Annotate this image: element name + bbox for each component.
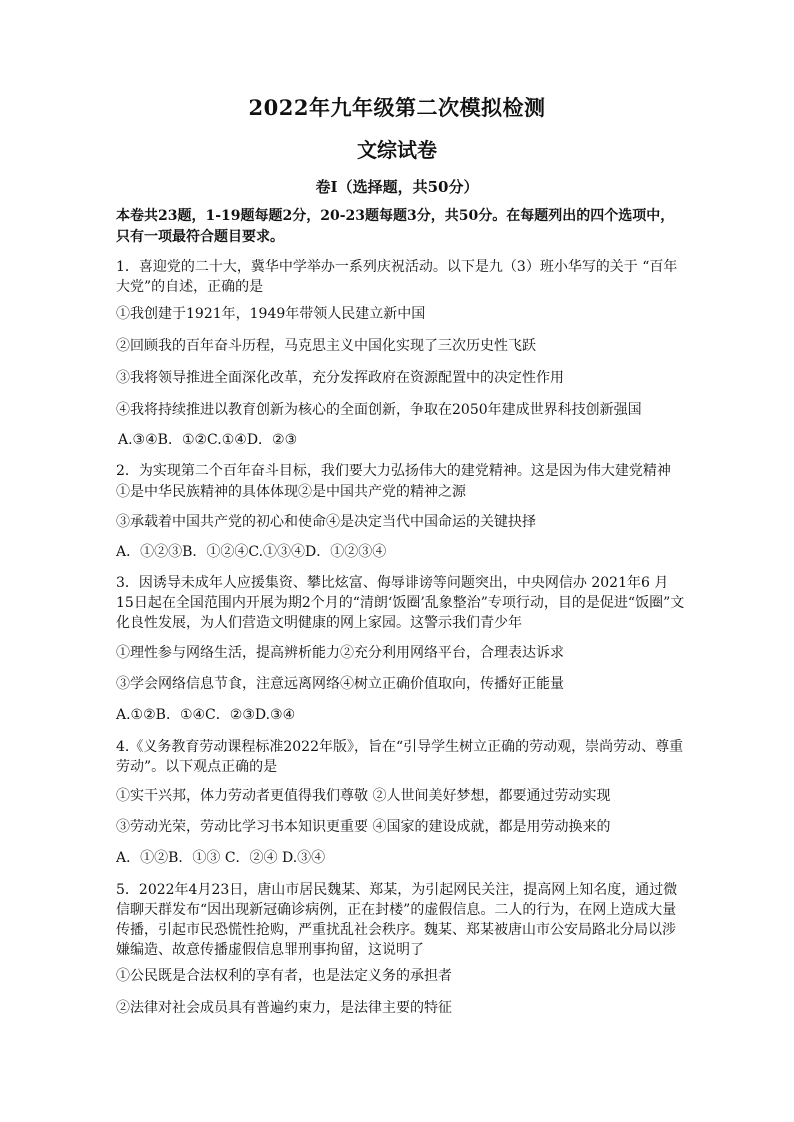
question-3-item-2: ③学会网络信息节食，注意远离网络④树立正确价值取向，传播好正能量 [116,676,564,692]
question-3-stem: 3．因诱导未成年人应援集资、攀比炫富、侮辱诽谤等问题突出，中央网信办 2021年6 月15日起在全国范围内开展为期2个月的“清朗‘饭圈’乱象整治”专项行动，目的是促进“饭圈”文化良性发展，为人们营造文明健康的网上家园。这警示我们青少年 [116,575,685,631]
question-2-item-2: ③承载着中国共产党的初心和使命④是决定当代中国命运的关键抉择 [116,514,536,530]
question-1-item-4: ④我将持续推进以教育创新为核心的全面创新，争取在2050年建成世界科技创新强国 [116,402,642,418]
question-3-item-1: ①理性参与网络生活，提高辨析能力②充分利用网络平台，合理表达诉求 [116,645,564,661]
question-4-item-2: ③劳动光荣，劳动比学习书本知识更重要 ④国家的建设成就，都是用劳动换来的 [116,819,611,835]
question-2-stem: 2．为实现第二个百年奋斗目标，我们要大力弘扬伟大的建党精神。这是因为伟大建党精神 [116,463,671,479]
question-2-item-1: ①是中华民族精神的具体体现②是中国共产党的精神之源 [116,484,466,500]
question-1-item-1: ①我创建于1921年，1949年带领人民建立新中国 [116,306,426,322]
question-1-options: A.③④B．①②C.①④D．②③ [118,432,298,448]
question-4-options: A．①②B．①③ C．②④ D.③④ [116,850,326,866]
page-subtitle: 文综试卷 [357,138,437,162]
question-1-item-3: ③我将领导推进全面深化改革，充分发挥政府在资源配置中的决定性作用 [116,370,564,386]
question-2-options: A．①②③B．①②④C.①③④D．①②③④ [116,544,387,560]
section-heading: 卷Ⅰ（选择题，共50分） [315,178,479,196]
question-5-item-2: ②法律对社会成员具有普遍约束力，是法律主要的特征 [116,1000,452,1016]
question-5-item-1: ①公民既是合法权利的享有者，也是法定义务的承担者 [116,968,452,984]
question-4-item-1: ①实干兴邦，体力劳动者更值得我们尊敬 ②人世间美好梦想，都要通过劳动实现 [116,788,611,804]
question-3-options: A.①②B．①④C．②③D.③④ [116,707,296,723]
question-5-stem: 5．2022年4月23日，唐山市居民魏某、郑某，为引起网民关注，提高网上知名度，通过微信聊天群发布“因出现新冠确诊病例，正在封楼”的虚假信息。二人的行为，在网上造成大量传播，引起市民恐慌性抢购，严重扰乱社会秩序。魏某、郑某被唐山市公安局路北分局以涉嫌编造、故意传播虚假信息罪刑事拘留，这说明了 [116,882,678,958]
question-4-stem: 4.《义务教育劳动课程标准2022年版》，旨在“引导学生树立正确的劳动观，崇尚劳动、尊重劳动”。以下观点正确的是 [116,739,684,775]
question-1-stem: 1．喜迎党的二十大，冀华中学举办一系列庆祝活动。以下是九（3）班小华写的关于 “百年大党”的自述，正确的是 [116,259,678,295]
page-title: 2022年九年级第二次模拟检测 [248,95,546,120]
instructions: 本卷共23题，1-19题每题2分，20-23题每题3分，共50分。在每题列出的四个选项中，只有一项最符合题目要求。 [116,208,675,245]
question-1-item-2: ②回顾我的百年奋斗历程，马克思主义中国化实现了三次历史性飞跃 [116,338,536,354]
